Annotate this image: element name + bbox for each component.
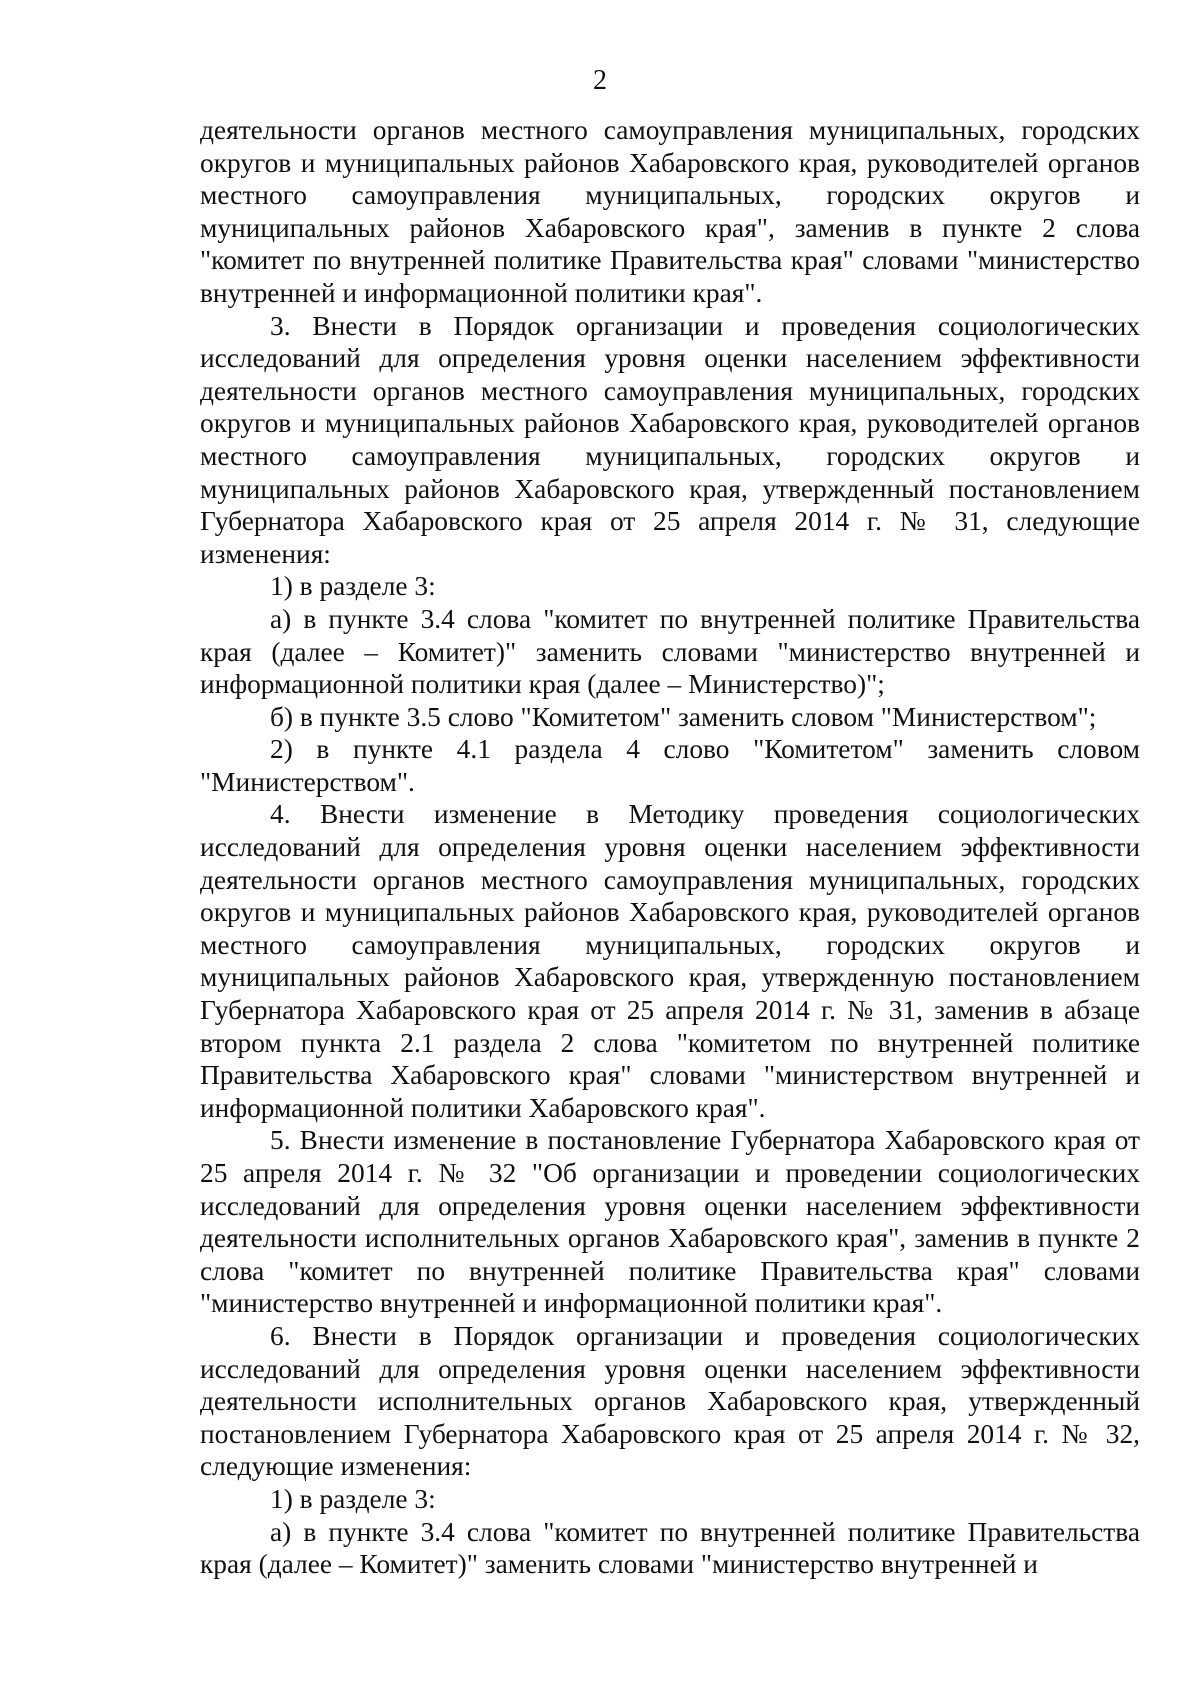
- paragraph-item-6-1: 1) в разделе 3:: [270, 1483, 436, 1514]
- page-number: 2: [593, 65, 607, 96]
- paragraph-item-4: 4. Внести изменение в Методику проведения социологических исследований для определения уровня оценки населением эффективности деятельности органов местного самоуправления муниципальных, городских округов и муниципальных районов Хабаровского края, руководителей органов местного самоуправления муниципальных, городских округов и муниципальных районов Хабаровского края, утвержденную постановлением Губернатора Хабаровского края от 25 апреля 2014 г. № 31, заменив в абзаце втором пункта 2.1 раздела 2 слова "комитетом по внутренней политике Правительства Хабаровского края" словами "министерством внутренней и информационной политики Хабаровского края".: [200, 799, 1140, 1123]
- paragraph-intro-continuation: деятельности органов местного самоуправления муниципальных, городских округов и муниципальных районов Хабаровского края, руководителей органов местного самоуправления муниципальных, городских округов и муниципальных районов Хабаровского края", заменив в пункте 2 слова "комитет по внутренней политике Правительства края" словами "министерство внутренней и информационной политики края".: [200, 115, 1140, 308]
- paragraph-item-3-1-b: б) в пункте 3.5 слово "Комитетом" заменить словом "Министерством";: [270, 701, 1097, 732]
- document-body: [200, 114, 1140, 1581]
- paragraph-item-6-1-a: а) в пункте 3.4 слова "комитет по внутренней политике Правительства края (далее – Комитет)" заменить словами "министерство внутренней и: [200, 1516, 1140, 1580]
- paragraph-item-3-1: 1) в разделе 3:: [270, 571, 436, 602]
- paragraph-item-3: 3. Внести в Порядок организации и проведения социологических исследований для определения уровня оценки населением эффективности деятельности органов местного самоуправления муниципальных, городских округов и муниципальных районов Хабаровского края, руководителей органов местного самоуправления муниципальных, городских округов и муниципальных районов Хабаровского края, утвержденный постановлением Губернатора Хабаровского края от 25 апреля 2014 г. № 31, следующие изменения:: [200, 310, 1140, 569]
- paragraph-item-3-2: 2) в пункте 4.1 раздела 4 слово "Комитетом" заменить словом "Министерством".: [200, 734, 1140, 797]
- paragraph-item-6: 6. Внести в Порядок организации и проведения социологических исследований для определения уровня оценки населением эффективности деятельности исполнительных органов Хабаровского края, утвержденный постановлением Губернатора Хабаровского края от 25 апреля 2014 г. № 32, следующие изменения:: [200, 1320, 1140, 1482]
- paragraph-item-5: 5. Внести изменение в постановление Губернатора Хабаровского края от 25 апреля 2014 г. № 32 "Об организации и проведении социологических исследований для определения уровня оценки населением эффективности деятельности исполнительных органов Хабаровского края", заменив в пункте 2 слова "комитет по внутренней политике Правительства края" словами "министерство внутренней и информационной политики края".: [200, 1125, 1140, 1319]
- paragraph-item-3-1-a: а) в пункте 3.4 слова "комитет по внутренней политике Правительства края (далее – Комитет)" заменить словами "министерство внутренней и информационной политики края (далее – Министерство)";: [200, 603, 1140, 700]
